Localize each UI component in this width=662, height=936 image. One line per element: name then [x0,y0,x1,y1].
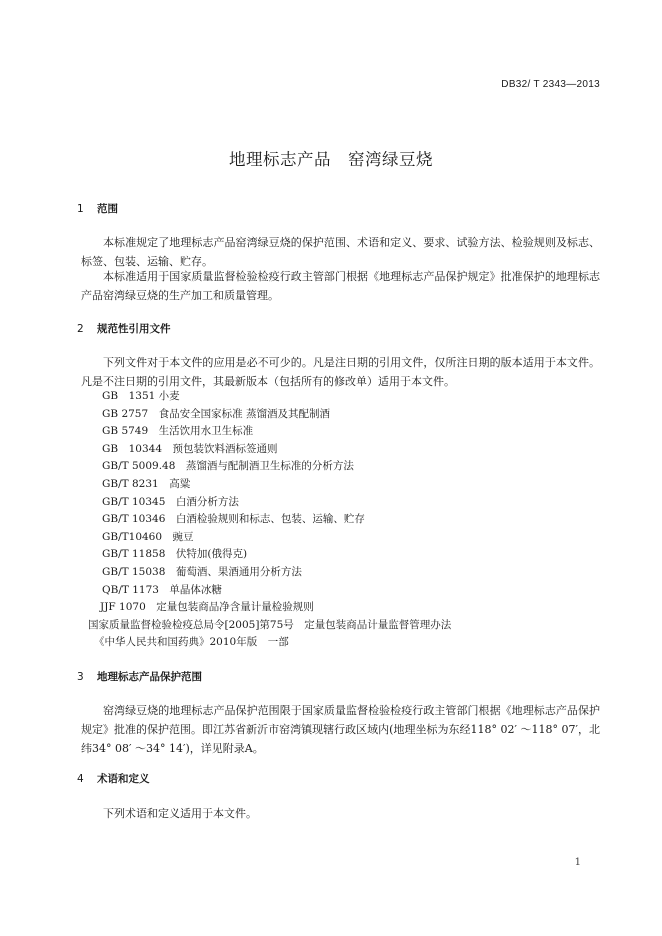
section-title: 术语和定义 [97,773,150,785]
reference-item: GB 1351 小麦 [102,390,180,402]
reference-item: GB/T10460 豌豆 [102,530,194,543]
section-4-heading [77,771,150,786]
section-4-paragraph-1: 下列术语和定义适用于本文件。 [103,807,257,820]
section-number: 3 [77,671,84,683]
section-number: 1 [77,203,84,215]
reference-item: GB/T 15038 葡萄酒、果酒通用分析方法 [102,565,302,578]
document-title: 地理标志产品 窑湾绿豆烧 [229,150,433,169]
reference-item: GB 2757 食品安全国家标准 蒸馏酒及其配制酒 [102,407,330,420]
reference-item: GB 10344 预包装饮料酒标签通则 [102,442,278,455]
standard-code: DB32/ T 2343—2013 [501,79,600,90]
section-title: 范围 [97,203,118,215]
reference-item: GB/T 10345 白酒分析方法 [102,495,239,508]
section-number: 2 [77,323,84,335]
reference-item: GB/T 11858 伏特加(俄得克) [102,548,248,561]
reference-item: GB/T 10346 白酒检验规则和标志、包装、运输、贮存 [102,513,365,526]
section-title: 地理标志产品保护范围 [97,671,202,683]
reference-item: QB/T 1173 单晶体冰糖 [102,583,222,596]
normative-references-list [88,388,452,652]
reference-item: GB/T 5009.48 蒸馏酒与配制酒卫生标准的分析方法 [102,460,354,473]
section-3-paragraph-1: 窑湾绿豆烧的地理标志产品保护范围限于国家质量监督检验检疫行政主管部门根据《地理标志产品保护规定》批准的保护范围。即江苏省新沂市窑湾镇现辖行政区域内(地理坐标为东经118° 02′ ～118° 07′，北纬34° 08′ ～34° 14′)，详见附录A。 [81,704,600,755]
reference-item: GB/T 8231 高粱 [102,477,191,490]
section-2-heading [77,321,171,336]
section-title: 规范性引用文件 [97,323,171,335]
page-number: 1 [574,857,581,868]
reference-item: 《中华人民共和国药典》2010年版 一部 [94,636,289,649]
section-1-paragraph-1: 本标准规定了地理标志产品窑湾绿豆烧的保护范围、术语和定义、要求、试验方法、检验规则及标志、标签、包装、运输、贮存。 [81,236,600,268]
section-2-paragraph-1: 下列文件对于本文件的应用是必不可少的。凡是注日期的引用文件，仅所注日期的版本适用于本文件。凡是不注日期的引用文件，其最新版本（包括所有的修改单）适用于本文件。 [81,356,600,388]
reference-item: JJF 1070 定量包装商品净含量计量检验规则 [100,601,314,614]
section-1-heading [77,201,118,216]
section-3-heading [77,669,202,684]
section-1-paragraph-2: 本标准适用于国家质量监督检验检疫行政主管部门根据《地理标志产品保护规定》批准保护的地理标志产品窑湾绿豆烧的生产加工和质量管理。 [81,270,600,302]
reference-item: 国家质量监督检验检疫总局令[2005]第75号 定量包装商品计量监督管理办法 [88,618,452,631]
reference-item: GB 5749 生活饮用水卫生标准 [102,425,254,438]
section-number: 4 [77,773,84,785]
